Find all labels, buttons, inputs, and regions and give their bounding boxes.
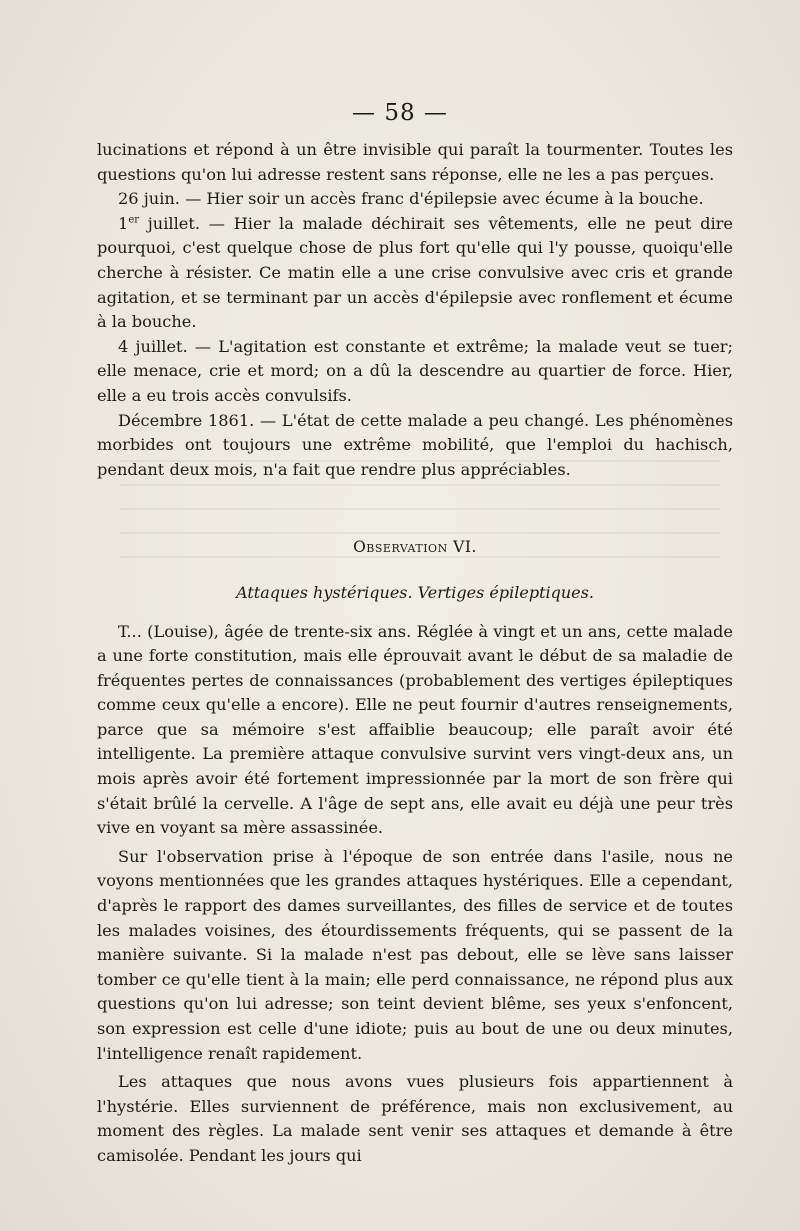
paragraph (97, 212, 733, 335)
paragraph-text: juillet. — Hier la malade déchirait ses vêtements, elle ne peut dire pourquoi, c'est quelque chose de plus fort qu'elle qui l'y pousse, quoiqu'elle cherche à résister. Ce matin elle a une crise convulsive avec cris et grande agitation, et se terminant par un accès d'épilepsie avec ronflement et écume à la bouche. (97, 213, 733, 332)
observation-subtitle: Attaques hystériques. Vertiges épileptiques. (236, 582, 594, 602)
paragraph: T... (Louise), âgée de trente-six ans. Réglée à vingt et un ans, cette malade a une forte constitution, mais elle éprouvait avant le début de sa maladie de fréquentes pertes de connaissances (probablement des vertiges épileptiques comme ceux qu'elle a encore). Elle ne peut fournir d'autres renseignements, parce que sa mémoire s'est affaiblie beaucoup; elle paraît avoir été intelligente. La première attaque convulsive survint vers vingt-deux ans, un mois après avoir été fortement impressionnée par la mort de son frère qui s'était brûlé la cervelle. A l'âge de sept ans, elle avait eu déjà une peur très vive en voyant sa mère assassinée. (97, 621, 733, 838)
paragraph: Les attaques que nous avons vues plusieurs fois appartiennent à l'hystérie. Elles surviennent de préférence, mais non exclusivement, au moment des règles. La malade sent venir ses attaques et demande à être camisolée. Pendant les jours qui (97, 1072, 733, 1165)
date-number: 1 (118, 213, 129, 233)
paragraph: Sur l'observation prise à l'époque de son entrée dans l'asile, nous ne voyons mentionnées que les grandes attaques hystériques. Elle a cependant, d'après le rapport des dames surveillantes, des filles de service et de toutes les malades voisines, des étourdissements fréquents, qui se passent de la manière suivante. Si la malade n'est pas debout, elle se lève sans laisser tomber ce qu'elle tient à la main; elle perd connaissance, ne répond plus aux questions qu'on lui adresse; son teint devient blême, ses yeux s'enfoncent, son expression est celle d'une idiote; puis au bout de une ou deux minutes, l'intelligence renaît rapidement. (97, 846, 733, 1063)
paragraph: 4 juillet. — L'agitation est constante et extrême; la malade veut se tuer; elle menace, crie et mord; on a dû la descendre au quartier de force. Hier, elle a eu trois accès convulsifs. (97, 336, 733, 405)
observation-heading (97, 535, 733, 560)
page-number: — 58 — (352, 100, 448, 126)
paragraph: lucinations et répond à un être invisible qui paraît la tourmenter. Toutes les questions qu'on lui adresse restent sans réponse, elle ne les a pas perçues. (97, 140, 733, 184)
paragraph: Décembre 1861. — L'état de cette malade a peu changé. Les phénomènes morbides ont toujours une extrême mobilité, que l'emploi du hachisch, pendant deux mois, n'a fait que rendre plus appréciables. (97, 410, 733, 479)
date-superscript: er (128, 214, 140, 226)
paragraph: 26 juin. — Hier soir un accès franc d'épilepsie avec écume à la bouche. (118, 189, 704, 209)
body-text (97, 138, 733, 1169)
observation-heading-text: Observation VI. (353, 538, 477, 557)
